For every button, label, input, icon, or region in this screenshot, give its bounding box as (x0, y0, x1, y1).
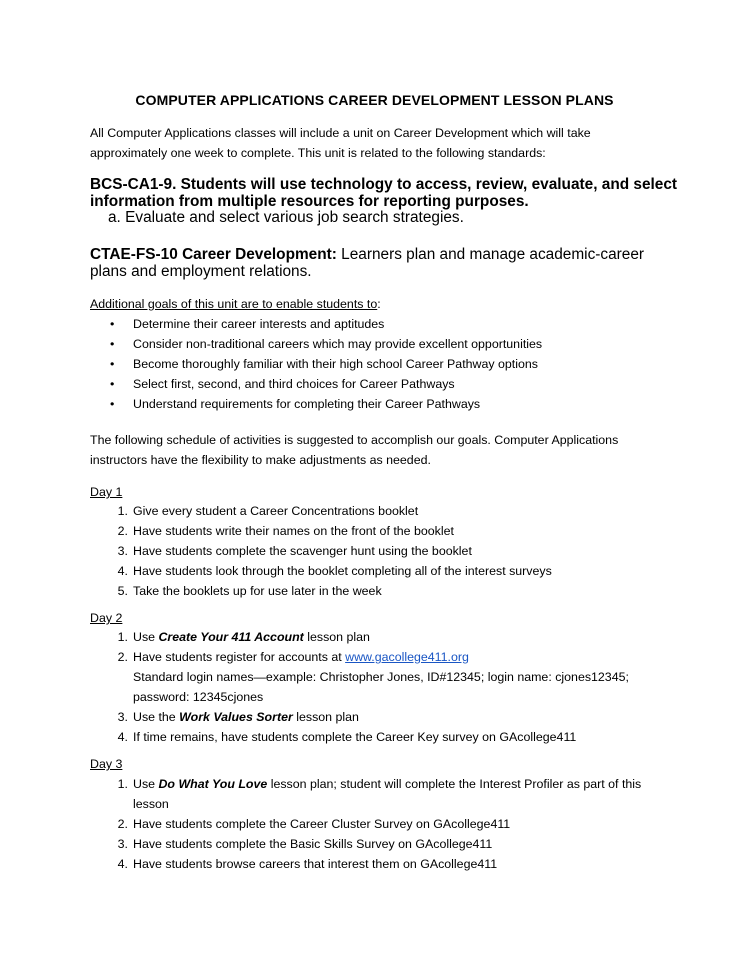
list-item: • Become thoroughly familiar with their high school Career Pathway options (110, 357, 538, 371)
list-item: 3. Use the Work Values Sorter lesson plan (117, 710, 359, 724)
day3-list (90, 774, 690, 874)
day1-heading: Day 1 (90, 485, 123, 499)
goals-heading-text: Additional goals of this unit are to enable students to (90, 297, 378, 311)
list-item: • Understand requirements for completing their Career Pathways (110, 397, 481, 411)
intro-paragraph: All Computer Applications classes will include a unit on Career Development which will take approximately one week to complete. This unit is related to the following standards: (90, 126, 591, 160)
list-item: 2. Have students register for accounts at www.gacollege411.org Standard login names—example: Christopher Jones, ID#12345; login name: cjones12345; password: 12345cjones (117, 650, 629, 704)
page-title: COMPUTER APPLICATIONS CAREER DEVELOPMENT LESSON PLANS (135, 92, 614, 108)
list-item: 1. Use Create Your 411 Account lesson plan (117, 630, 370, 644)
schedule-intro: The following schedule of activities is suggested to accomplish our goals. Computer Applications instructors have the flexibility to make adjustments as needed. (90, 433, 619, 467)
list-item: 2. Have students write their names on the front of the booklet (117, 524, 454, 538)
list-item: 1. Give every student a Career Concentrations booklet (117, 504, 419, 518)
day2-list (90, 627, 690, 747)
lesson-plan-name: Do What You Love (158, 777, 268, 791)
standard-ctae (90, 246, 680, 280)
list-item: • Consider non-traditional careers which may provide excellent opportunities (110, 337, 543, 351)
list-item: • Determine their career interests and aptitudes (110, 317, 385, 331)
list-item: 2. Have students complete the Career Cluster Survey on GAcollege411 (117, 817, 511, 831)
list-item: 4. Have students browse careers that interest them on GAcollege411 (117, 857, 498, 871)
list-item: 5. Take the booklets up for use later in the week (117, 584, 382, 598)
standard-ctae-text: Learners plan and manage academic-career plans and employment relations. (90, 246, 645, 280)
lesson-plan-name: Create Your 411 Account (158, 630, 304, 644)
day1-list (90, 501, 690, 601)
goals-list (90, 314, 690, 414)
list-item: 4. If time remains, have students complete the Career Key survey on GAcollege411 (117, 730, 577, 744)
standard-bcs-sub: a. Evaluate and select various job search strategies. (108, 209, 464, 226)
goals-heading: Additional goals of this unit are to enable students to: (90, 297, 381, 311)
gacollege411-link[interactable]: www.gacollege411.org (345, 650, 469, 664)
list-item: • Select first, second, and third choices for Career Pathways (110, 377, 455, 391)
standard-ctae-label: CTAE-FS-10 Career Development: (90, 246, 337, 263)
list-item: 4. Have students look through the booklet completing all of the interest surveys (117, 564, 552, 578)
list-item: 3. Have students complete the Basic Skills Survey on GAcollege411 (117, 837, 493, 851)
lesson-plan-name: Work Values Sorter (179, 710, 293, 724)
list-item: 3. Have students complete the scavenger hunt using the booklet (117, 544, 472, 558)
list-item: 1. Use Do What You Love lesson plan; student will complete the Interest Profiler as part of this lesson (117, 777, 642, 811)
day2-heading: Day 2 (90, 611, 123, 625)
standard-bcs (90, 176, 680, 210)
standard-bcs-text: BCS-CA1-9. Students will use technology to access, review, evaluate, and select information from multiple resources for reporting purposes. (90, 176, 678, 210)
day3-heading: Day 3 (90, 757, 123, 771)
